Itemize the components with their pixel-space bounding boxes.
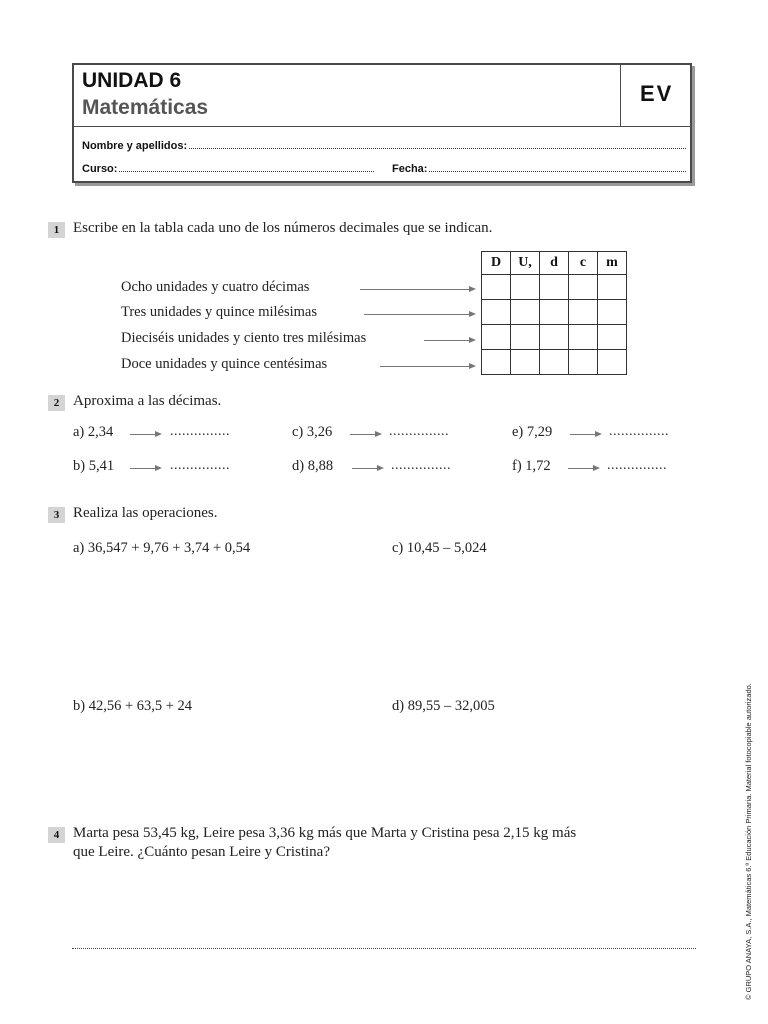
q3-item-c: c) 10,45 – 5,024 — [392, 540, 487, 556]
q2-answer-e[interactable]: ............... — [609, 424, 669, 439]
course-field-row — [82, 162, 374, 175]
q1-item-2: Tres unidades y quince milésimas — [121, 304, 317, 320]
q2-item-b: b) 5,41 — [73, 458, 115, 474]
table-row — [482, 325, 627, 350]
name-field-row — [82, 139, 686, 152]
table-header-cell: m — [598, 252, 627, 275]
name-field[interactable] — [189, 139, 686, 149]
arrow-icon — [130, 434, 160, 435]
q2-answer-f[interactable]: ............... — [607, 458, 667, 473]
question-3-text: Realiza las operaciones. — [73, 505, 218, 521]
q2-item-a: a) 2,34 — [73, 424, 114, 440]
q2-item-d: d) 8,88 — [292, 458, 334, 474]
table-row — [482, 275, 627, 300]
table-header-cell: U, — [511, 252, 540, 275]
table-header-cell: d — [540, 252, 569, 275]
table-cell[interactable] — [511, 275, 540, 300]
q3-item-d: d) 89,55 – 32,005 — [392, 698, 495, 714]
q1-item-3: Dieciséis unidades y ciento tres milésimas — [121, 330, 367, 346]
q2-answer-a[interactable]: ............... — [170, 424, 230, 439]
arrow-icon — [360, 289, 474, 290]
place-value-table — [481, 251, 627, 375]
arrow-icon — [352, 468, 382, 469]
question-2-number: 2 — [48, 395, 65, 411]
table-cell[interactable] — [540, 300, 569, 325]
arrow-icon — [364, 314, 474, 315]
table-cell[interactable] — [511, 300, 540, 325]
arrow-icon — [380, 366, 474, 367]
arrow-icon — [130, 468, 160, 469]
arrow-icon — [350, 434, 380, 435]
q3-item-b: b) 42,56 + 63,5 + 24 — [73, 698, 193, 714]
table-cell[interactable] — [540, 350, 569, 375]
table-cell[interactable] — [511, 325, 540, 350]
question-3-number: 3 — [48, 507, 65, 523]
question-4-text-line2: que Leire. ¿Cuánto pesan Leire y Cristina? — [73, 844, 330, 860]
question-4-text-line1: Marta pesa 53,45 kg, Leire pesa 3,36 kg más que Marta y Cristina pesa 2,15 kg más — [73, 825, 577, 841]
table-cell[interactable] — [540, 325, 569, 350]
table-cell[interactable] — [598, 275, 627, 300]
q2-item-f: f) 1,72 — [512, 458, 551, 474]
q3-item-a: a) 36,547 + 9,76 + 3,74 + 0,54 — [73, 540, 251, 556]
table-row — [482, 350, 627, 375]
arrow-icon — [570, 434, 600, 435]
table-cell[interactable] — [540, 275, 569, 300]
q2-answer-b[interactable]: ............... — [170, 458, 230, 473]
table-cell[interactable] — [598, 350, 627, 375]
table-row — [482, 300, 627, 325]
table-header-cell: c — [569, 252, 598, 275]
date-field[interactable] — [429, 162, 686, 172]
evaluation-code: EV — [640, 81, 674, 106]
table-header-row — [482, 252, 627, 275]
unit-title: UNIDAD 6 — [82, 69, 182, 92]
date-field-row — [392, 162, 686, 175]
question-1-text: Escribe en la tabla cada uno de los números decimales que se indican. — [73, 220, 493, 236]
q2-item-c: c) 3,26 — [292, 424, 333, 440]
table-cell[interactable] — [569, 325, 598, 350]
table-header-cell: D — [482, 252, 511, 275]
answer-line[interactable] — [72, 948, 696, 949]
q1-item-1: Ocho unidades y cuatro décimas — [121, 279, 310, 295]
q2-answer-c[interactable]: ............... — [389, 424, 449, 439]
copyright-notice: © GRUPO ANAYA, S.A., Matemáticas 6.º Educación Primaria. Material fotocopiable autorizado. — [744, 683, 753, 1000]
course-label: Curso: — [82, 163, 118, 175]
q1-item-4: Doce unidades y quince centésimas — [121, 356, 328, 372]
course-field[interactable] — [119, 162, 374, 172]
table-cell[interactable] — [482, 350, 511, 375]
arrow-icon — [568, 468, 598, 469]
date-label: Fecha: — [392, 163, 428, 175]
q2-item-e: e) 7,29 — [512, 424, 553, 440]
table-cell[interactable] — [569, 350, 598, 375]
table-cell[interactable] — [569, 275, 598, 300]
arrow-icon — [424, 340, 474, 341]
subject-title: Matemáticas — [82, 96, 209, 119]
name-label: Nombre y apellidos: — [82, 140, 188, 152]
table-cell[interactable] — [598, 325, 627, 350]
question-4-number: 4 — [48, 827, 65, 843]
table-cell[interactable] — [482, 325, 511, 350]
table-cell[interactable] — [511, 350, 540, 375]
header-box — [72, 63, 692, 183]
table-cell[interactable] — [569, 300, 598, 325]
question-2-text: Aproxima a las décimas. — [73, 393, 222, 409]
table-cell[interactable] — [482, 275, 511, 300]
header-divider — [74, 126, 690, 127]
table-cell[interactable] — [482, 300, 511, 325]
q2-answer-d[interactable]: ............... — [391, 458, 451, 473]
question-1-number: 1 — [48, 222, 65, 238]
header-divider-vertical — [620, 65, 621, 126]
table-cell[interactable] — [598, 300, 627, 325]
